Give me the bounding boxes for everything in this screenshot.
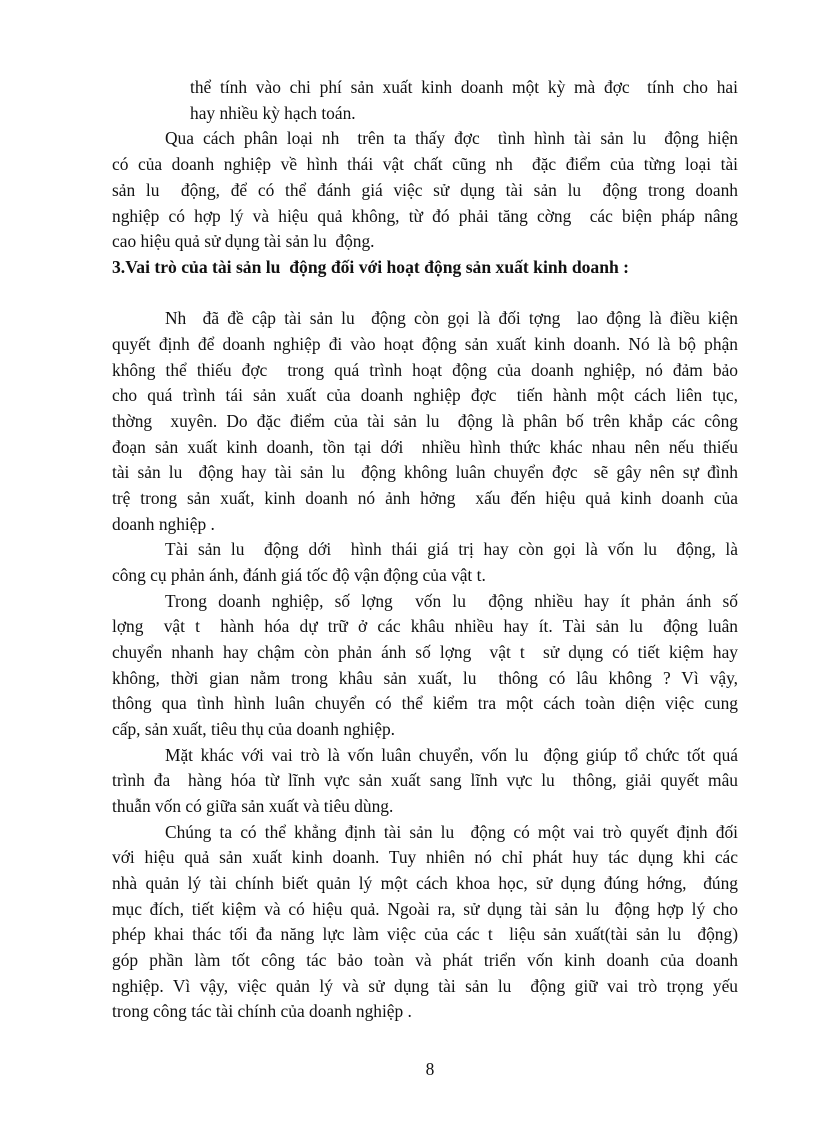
text-line: Chúng ta có thể khẳng định tài sản lu động có một vai trò quyết định đối	[165, 822, 738, 842]
text-line: Tài sản lu động dới hình thái giá trị hay còn gọi là vốn lu động, là	[165, 539, 738, 559]
text-line: lợng vật t hành hóa dự trữ ở các khâu nhiều hay ít. Tài sản lu động luân	[112, 616, 738, 636]
text-line: tài sản lu động hay tài sản lu động không luân chuyển đợc sẽ gây nên sự đình	[112, 462, 738, 482]
text-line: mục đích, tiết kiệm và có hiệu quả. Ngoài ra, sử dụng tài sản lu động hợp lý cho	[112, 899, 738, 919]
text-line: trong công tác tài chính của doanh nghiệp .	[112, 1001, 412, 1021]
text-line: hay nhiều kỳ hạch toán.	[190, 103, 356, 123]
text-line: đoạn sản xuất kinh doanh, tồn tại dới nhiều hình thức khác nhau nên nếu thiếu	[112, 437, 738, 457]
page-number: 8	[425, 1059, 435, 1079]
text-line: không, thời gian nằm trong khâu sản xuất, lu thông có lâu không ? Vì vậy,	[112, 668, 738, 688]
text-line: nghiệp có hợp lý và hiệu quả không, từ đó phải tăng cờng các biện pháp nâng	[112, 206, 738, 226]
text-line: cấp, sản xuất, tiêu thụ của doanh nghiệp.	[112, 719, 395, 739]
text-line: góp phần làm tốt công tác bảo toàn và phát triển vốn kinh doanh của doanh	[112, 950, 738, 970]
text-line: với hiệu quả sản xuất kinh doanh. Tuy nhiên nó chỉ phát huy tác dụng khi các	[112, 847, 738, 867]
text-line: không thể thiếu đợc trong quá trình hoạt động của doanh nghiệp, nó đảm bảo	[112, 360, 738, 380]
text-line: thờng xuyên. Do đặc điểm của tài sản lu động là phân bố trên khắp các công	[112, 411, 738, 431]
text-line: công cụ phản ánh, đánh giá tốc độ vận động của vật t.	[112, 565, 486, 585]
text-line: trệ trong sản xuất, kinh doanh nó ảnh hởng xấu đến hiệu quả kinh doanh của	[112, 488, 738, 508]
text-line: quyết định để doanh nghiệp đi vào hoạt động sản xuất kinh doanh. Nó là bộ phận	[112, 334, 738, 354]
text-line: chuyển nhanh hay chậm còn phản ánh số lợng vật t sử dụng có tiết kiệm hay	[112, 642, 738, 662]
text-line: Nh đã đề cập tài sản lu động còn gọi là đối tợng lao động là điều kiện	[165, 308, 738, 328]
text-line: Trong doanh nghiệp, số lợng vốn lu động nhiều hay ít phản ánh số	[165, 591, 738, 611]
text-line: trình đa hàng hóa từ lĩnh vực sản xuất sang lĩnh vực lu thông, giải quyết mâu	[112, 770, 738, 790]
text-line: Qua cách phân loại nh trên ta thấy đợc tình hình tài sản lu động hiện	[165, 128, 738, 148]
text-line: nghiệp. Vì vậy, việc quản lý và sử dụng tài sản lu động giữ vai trò trọng yếu	[112, 976, 738, 996]
text-line: thể tính vào chi phí sản xuất kinh doanh một kỳ mà đợc tính cho hai	[190, 77, 738, 97]
text-line: nhà quản lý tài chính biết quản lý một cách khoa học, sử dụng đúng hớng, đúng	[112, 873, 738, 893]
text-line: doanh nghiệp .	[112, 514, 215, 534]
section-heading: 3.Vai trò của tài sản lu động đối với hoạt động sản xuất kinh doanh :	[112, 257, 630, 277]
text-line: phép khai thác tối đa năng lực làm việc của các t liệu sản xuất(tài sản lu động)	[112, 924, 738, 944]
text-line: cho quá trình tái sản xuất của doanh nghiệp đợc tiến hành một cách liên tục,	[112, 385, 738, 405]
text-line: Mặt khác với vai trò là vốn luân chuyển, vốn lu động giúp tổ chức tốt quá	[165, 745, 738, 765]
text-line: cao hiệu quả sử dụng tài sản lu động.	[112, 231, 375, 251]
text-line: sản lu động, để có thể đánh giá việc sử dụng tài sản lu động trong doanh	[112, 180, 738, 200]
text-line: thông qua tình hình luân chuyển có thể kiểm tra một cách toàn diện việc cung	[112, 693, 738, 713]
text-line: thuẫn vốn có giữa sản xuất và tiêu dùng.	[112, 796, 394, 816]
text-line: có của doanh nghiệp về hình thái vật chất cũng nh đặc điểm của từng loại tài	[112, 154, 738, 174]
